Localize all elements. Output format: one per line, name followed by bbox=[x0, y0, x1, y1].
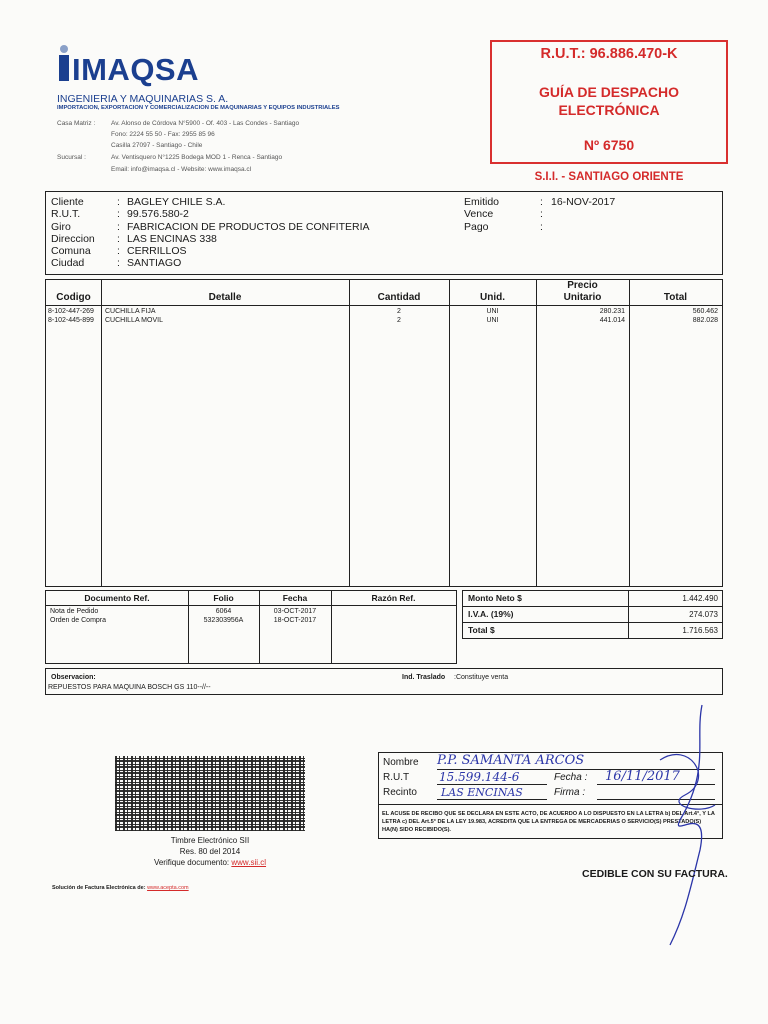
col-precio: Precio bbox=[567, 280, 598, 291]
item-unid: UNI bbox=[486, 308, 499, 315]
client-box bbox=[45, 191, 723, 275]
issuer-rut: R.U.T.: 96.886.470-K bbox=[540, 46, 678, 62]
col-fecha: Fecha bbox=[282, 593, 308, 603]
logo-icon bbox=[57, 45, 71, 81]
col-unid: Unid. bbox=[480, 292, 505, 303]
item-cantidad: 2 bbox=[397, 317, 401, 324]
company-tagline: IMPORTACION, EXPORTACION Y COMERCIALIZACION DE MAQUINARIAS Y EQUIPOS INDUSTRIALES bbox=[57, 105, 340, 111]
pago-label: Pago bbox=[464, 221, 489, 233]
client-label: Direccion bbox=[51, 233, 95, 245]
separator: : bbox=[540, 208, 543, 220]
total-value: 1.716.563 bbox=[682, 626, 718, 635]
sii-office: S.I.I. - SANTIAGO ORIENTE bbox=[534, 171, 684, 183]
timbre-line: Timbre Electrónico SII bbox=[170, 836, 250, 845]
separator: : bbox=[117, 257, 120, 269]
separator: : bbox=[540, 196, 543, 208]
firma-label: Firma : bbox=[554, 787, 586, 798]
sucursal-line: Email: info@imaqsa.cl - Website: www.imaqsa.cl bbox=[111, 166, 252, 173]
iva-value: 274.073 bbox=[689, 610, 718, 619]
total-label: Total $ bbox=[468, 625, 495, 635]
item-precio: 441.014 bbox=[599, 317, 625, 324]
verify-line bbox=[115, 858, 305, 867]
client-address: LAS ENCINAS 338 bbox=[127, 233, 217, 245]
traslado-value: :Constituye venta bbox=[454, 674, 509, 681]
item-total: 560.462 bbox=[692, 308, 718, 315]
vence-label: Vence bbox=[464, 208, 494, 220]
solucion-line bbox=[52, 885, 189, 891]
emitido-label: Emitido bbox=[464, 196, 500, 208]
ref-doc: Nota de Pedido bbox=[50, 608, 99, 615]
col-detalle: Detalle bbox=[208, 292, 242, 303]
sucursal-label: Sucursal : bbox=[57, 154, 86, 161]
client-city: SANTIAGO bbox=[127, 257, 182, 269]
client-label: R.U.T. bbox=[51, 208, 81, 220]
item-detalle: CUCHILLA FIJA bbox=[105, 308, 156, 315]
client-comuna: CERRILLOS bbox=[127, 245, 187, 257]
separator: : bbox=[540, 221, 543, 233]
recinto-handwritten: LAS ENCINAS bbox=[441, 786, 523, 799]
acepta-link[interactable]: www.acepta.com bbox=[147, 885, 189, 891]
doc-number: Nº 6750 bbox=[583, 137, 635, 153]
items-table bbox=[45, 279, 723, 587]
item-total: 882.028 bbox=[692, 317, 718, 324]
ref-folio: 6064 bbox=[215, 608, 232, 615]
col-total: Total bbox=[663, 292, 688, 303]
col-codigo: Codigo bbox=[56, 292, 91, 303]
casa-matriz-line: Av. Alonso de Córdova N°5900 - Of. 403 - Las Condes - Santiago bbox=[111, 120, 300, 127]
company-logo: IMAQSA bbox=[72, 52, 199, 87]
legal-text: EL ACUSE DE RECIBO QUE SE DECLARA EN ESTE ACTO, DE ACUERDO A LO DISPUESTO EN LA LETRA b) DEL Art.4°, Y LA LETRA c) DEL Art.5° DE LA LEY 19.983, ACREDITA QUE LA ENTREGA DE MERCADERIAS O SERVICIO(S) PRESTADO(S) HA(N) SIDO RECIBIDO(S). bbox=[382, 811, 715, 833]
item-codigo: 8-102-445-899 bbox=[48, 317, 94, 324]
client-giro: FABRICACION DE PRODUCTOS DE CONFITERIA bbox=[127, 221, 370, 233]
timbre-line: Res. 80 del 2014 bbox=[179, 847, 241, 856]
company-name: INGENIERIA Y MAQUINARIAS S. A. bbox=[57, 93, 229, 105]
item-detalle: CUCHILLA MOVIL bbox=[105, 317, 163, 324]
doc-title: GUÍA DE DESPACHO bbox=[538, 84, 679, 100]
sii-link[interactable]: www.sii.cl bbox=[231, 858, 267, 867]
traslado-label: Ind. Traslado bbox=[402, 674, 446, 681]
ref-fecha: 18-OCT-2017 bbox=[273, 617, 317, 624]
col-cantidad: Cantidad bbox=[377, 292, 421, 303]
separator: : bbox=[117, 233, 120, 245]
obs-text: REPUESTOS PARA MAQUINA BOSCH GS 110--//-- bbox=[48, 684, 211, 691]
rut-label: R.U.T bbox=[383, 772, 410, 783]
ref-doc: Orden de Compra bbox=[50, 617, 107, 624]
rut-handwritten: 15.599.144-6 bbox=[439, 770, 520, 784]
client-rut: 99.576.580-2 bbox=[127, 208, 189, 220]
cedible-text: CEDIBLE CON SU FACTURA. bbox=[582, 868, 728, 880]
col-precio-unitario: Unitario bbox=[563, 292, 602, 303]
ref-fecha: 03-OCT-2017 bbox=[273, 608, 317, 615]
solucion-label: Solución de Factura Electrónica de: bbox=[52, 885, 146, 891]
recinto-label: Recinto bbox=[383, 787, 417, 798]
casa-matriz-line: Fono: 2224 55 50 - Fax: 2955 85 96 bbox=[111, 131, 215, 138]
sucursal-line: Av. Ventisquero N°1225 Bodega MOD 1 - Renca - Santiago bbox=[111, 154, 283, 161]
client-label: Comuna bbox=[51, 245, 91, 257]
doc-title: ELECTRÓNICA bbox=[558, 102, 660, 118]
col-razon: Razón Ref. bbox=[371, 593, 416, 603]
references-table bbox=[45, 590, 457, 664]
fecha-handwritten: 16/11/2017 bbox=[605, 769, 680, 784]
col-folio: Folio bbox=[213, 593, 234, 603]
neto-value: 1.442.490 bbox=[682, 594, 718, 603]
separator: : bbox=[117, 245, 120, 257]
document-id-box bbox=[490, 40, 728, 164]
client-label: Ciudad bbox=[51, 257, 85, 269]
neto-label: Monto Neto $ bbox=[468, 593, 522, 603]
emitido-value: 16-NOV-2017 bbox=[551, 196, 616, 208]
client-label: Cliente bbox=[51, 196, 84, 208]
pdf417-barcode bbox=[115, 756, 305, 831]
nombre-label: Nombre bbox=[383, 757, 419, 768]
totals-box bbox=[462, 590, 723, 639]
casa-matriz-line: Casilla 27097 - Santiago - Chile bbox=[111, 142, 203, 149]
separator: : bbox=[117, 221, 120, 233]
ref-folio: 532303956A bbox=[203, 617, 244, 624]
casa-matriz-label: Casa Matriz : bbox=[57, 120, 96, 127]
item-unid: UNI bbox=[486, 317, 499, 324]
iva-label: I.V.A. (19%) bbox=[468, 609, 514, 619]
separator: : bbox=[117, 196, 120, 208]
signature-icon bbox=[640, 700, 720, 950]
verify-label: Verifique documento: bbox=[153, 858, 230, 867]
separator: : bbox=[117, 208, 120, 220]
item-codigo: 8-102-447-269 bbox=[48, 308, 94, 315]
nombre-handwritten: P.P. SAMANTA ARCOS bbox=[437, 753, 585, 768]
client-name: BAGLEY CHILE S.A. bbox=[127, 196, 226, 208]
client-label: Giro bbox=[51, 221, 71, 233]
observation-box bbox=[45, 668, 723, 695]
item-cantidad: 2 bbox=[397, 308, 401, 315]
col-doc-ref: Documento Ref. bbox=[84, 593, 150, 603]
obs-label: Observacion: bbox=[51, 674, 96, 681]
fecha-label: Fecha : bbox=[554, 772, 588, 783]
item-precio: 280.231 bbox=[599, 308, 625, 315]
